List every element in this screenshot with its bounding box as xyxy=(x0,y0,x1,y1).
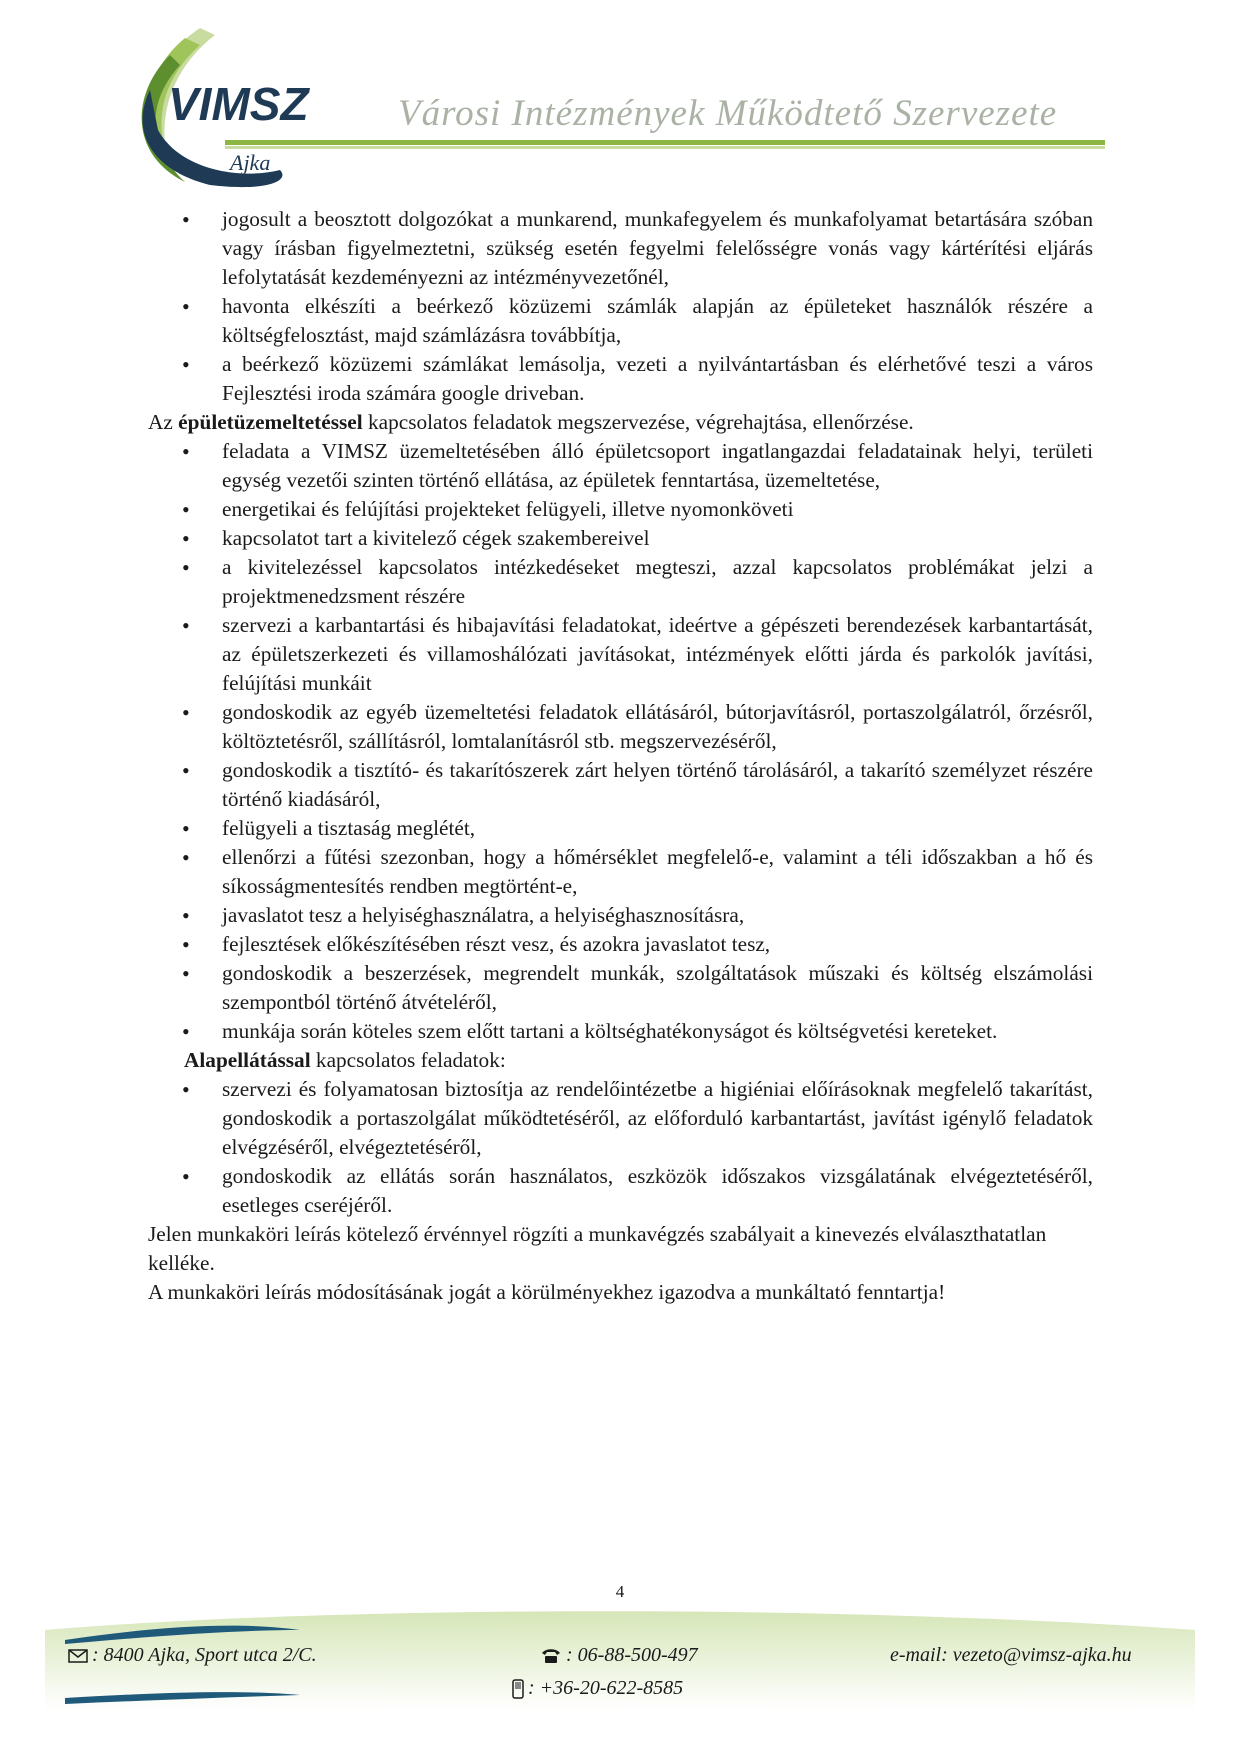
section2-bold-term: Alapellátással xyxy=(184,1048,311,1072)
list-item: • felügyeli a tisztaság meglétét, xyxy=(222,814,1093,843)
telephone-icon xyxy=(540,1648,562,1664)
logo-subtext: Ajka xyxy=(230,150,271,175)
document-body xyxy=(148,205,1093,1307)
list-item: • kapcsolatot tart a kivitelező cégek szakembereivel xyxy=(222,524,1093,553)
list-item: • gondoskodik a tisztító- és takarítószerek zárt helyen történő tárolásáról, a takarító személyzet részére történő kiadásáról, xyxy=(222,756,1093,814)
list-item: • feladata a VIMSZ üzemeltetésében álló épületcsoport ingatlangazdai feladatainak helyi, területi egység vezetői szinten történő ellátása, az épületek fenntartása, üzemeltetése, xyxy=(222,437,1093,495)
page-header xyxy=(0,0,1240,200)
list-item: • javaslatot tesz a helyiséghasználatra, a helyiséghasznosításra, xyxy=(222,901,1093,930)
vimsz-logo xyxy=(130,20,340,195)
footer-phone xyxy=(540,1644,698,1667)
mobile-phone-icon xyxy=(512,1679,524,1699)
list-item: • gondoskodik az ellátás során használatos, eszközök időszakos vizsgálatának elvégeztetéséről, esetleges cseréjéről. xyxy=(222,1162,1093,1220)
list-item: • ellenőrzi a fűtési szezonban, hogy a hőmérséklet megfelelő-e, valamint a téli időszakban a hő és síkosságmentesítés rendben megtörtént-e, xyxy=(222,843,1093,901)
footer-address-text: : 8400 Ajka, Sport utca 2/C. xyxy=(92,1644,317,1666)
section-heading-basic-care xyxy=(148,1046,1093,1075)
envelope-icon xyxy=(68,1649,88,1663)
list-item: • jogosult a beosztott dolgozókat a munkarend, munkafegyelem és munkafolyamat betartására szóban vagy írásban figyelmeztetni, szükség esetén fegyelmi felelősségre vonás vagy kártérítési eljárás lefolytatását kezdeményezni az intézményvezetőnél, xyxy=(222,205,1093,292)
list-item: • a kivitelezéssel kapcsolatos intézkedéseket megteszi, azzal kapcsolatos problémákat jelzi a projektmenedzsment részére xyxy=(222,553,1093,611)
organization-title: Városi Intézmények Működtető Szervezete xyxy=(398,93,1058,134)
list-item: • energetikai és felújítási projekteket felügyeli, illetve nyomonköveti xyxy=(222,495,1093,524)
list-item: • havonta elkészíti a beérkező közüzemi számlák alapján az épületeket használók részére a költségfelosztást, majd számlázásra továbbítja, xyxy=(222,292,1093,350)
list-item: • gondoskodik a beszerzések, megrendelt munkák, szolgáltatások műszaki és költség elszámolási szempontból történő átvételéről, xyxy=(222,959,1093,1017)
footer-email[interactable]: e-mail: vezeto@vimsz-ajka.hu xyxy=(890,1644,1132,1666)
section-heading-building-operation xyxy=(148,408,1093,437)
duties-list-basic-care xyxy=(148,1075,1093,1220)
list-item: • a beérkező közüzemi számlákat lemásolja, vezeti a nyilvántartásban és elérhetővé teszi a város Fejlesztési iroda számára google driveban. xyxy=(222,350,1093,408)
section1-prefix: Az xyxy=(148,410,179,434)
duties-list-building-operation xyxy=(148,437,1093,1046)
list-item: • munkája során köteles szem előtt tartani a költséghatékonyságot és költségvetési kereteket. xyxy=(222,1017,1093,1046)
footer-mobile-text: : +36-20-622-8585 xyxy=(528,1677,684,1699)
footer-phone-text: : 06-88-500-497 xyxy=(566,1644,698,1666)
closing-paragraph-1: Jelen munkaköri leírás kötelező érvénnyel rögzíti a munkavégzés szabályait a kinevezés elválaszthatatlan kelléke. xyxy=(148,1222,1047,1275)
header-rule xyxy=(225,140,1105,152)
footer-mobile xyxy=(512,1677,683,1700)
list-item: • gondoskodik az egyéb üzemeltetési feladatok ellátásáról, bútorjavításról, portaszolgálatról, őrzésről, költöztetésről, szállításról, lomtalanításról stb. megszervezéséről, xyxy=(222,698,1093,756)
page-footer xyxy=(0,1600,1240,1754)
list-item: • szervezi és folyamatosan biztosítja az rendelőintézetbe a higiéniai előírásoknak megfelelő takarítást, gondoskodik a portaszolgálat működtetéséről, az előforduló karbantartást, javítást igénylő feladatok elvégzéséről, elvégeztetéséről, xyxy=(222,1075,1093,1162)
footer-address xyxy=(68,1644,317,1667)
section1-suffix: kapcsolatos feladatok megszervezése, végrehajtása, ellenőrzése. xyxy=(362,410,914,434)
section2-suffix: kapcsolatos feladatok: xyxy=(310,1048,506,1072)
list-item: • szervezi a karbantartási és hibajavítási feladatokat, ideértve a gépészeti berendezések karbantartását, az épületszerkezeti és villamoshálózati javításokat, intézmények előtti járda és parkolók javítási, felújítási munkáit xyxy=(222,611,1093,698)
section1-bold-term: épületüzemeltetéssel xyxy=(178,410,363,434)
list-item: • fejlesztések előkészítésében részt vesz, és azokra javaslatot tesz, xyxy=(222,930,1093,959)
closing-paragraph-2: A munkaköri leírás módosításának jogát a körülményekhez igazodva a munkáltató fenntartja! xyxy=(148,1280,946,1304)
logo-text: VIMSZ xyxy=(168,78,309,130)
page-number: 4 xyxy=(615,1582,625,1601)
duties-list-top xyxy=(148,205,1093,408)
